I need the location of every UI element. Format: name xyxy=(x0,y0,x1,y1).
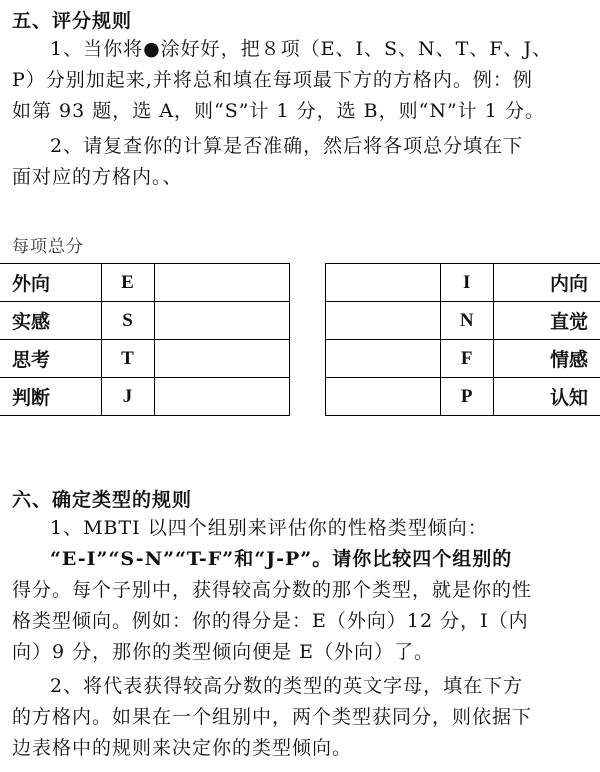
table-row xyxy=(326,340,600,378)
rule-2-line: 2、将代表获得较高分数的类型的英文字母，填在下方 xyxy=(50,675,524,697)
rule-2-line: 2、请复查你的计算是否准确，然后将各项总分填在下 xyxy=(50,135,524,157)
section-6-rule-1 xyxy=(12,513,592,668)
section-6-rule-2 xyxy=(12,671,592,764)
rule-2-line: 边表格中的规则来决定你的类型倾向。 xyxy=(12,737,353,759)
section-5-heading: 五、评分规则 xyxy=(12,10,133,32)
score-box-s[interactable] xyxy=(154,302,289,340)
score-box-e[interactable] xyxy=(154,264,289,302)
rule-1-line: 向）9 分，那你的类型倾向便是 E（外向）了。 xyxy=(12,641,435,663)
table-row xyxy=(0,264,289,302)
table-row xyxy=(0,378,289,416)
type-label: 实感 xyxy=(0,302,101,340)
type-letter: T xyxy=(101,340,154,378)
table-row xyxy=(326,264,600,302)
rule-1-line: 得分。每个子别中，获得较高分数的那个类型，就是你的性 xyxy=(12,579,533,601)
section-6-heading: 六、确定类型的规则 xyxy=(12,489,193,511)
rule-1-line: P）分别加起来,并将总和填在每项最下方的方格内。例：例 xyxy=(12,69,533,91)
rule-1-line: “E-I”“S-N”“T-F”和“J-P”。请你比较四个组别的 xyxy=(50,548,513,570)
rule-1-line: 格类型倾向。例如：你的得分是：E（外向）12 分，I（内 xyxy=(12,610,529,632)
type-letter: N xyxy=(440,302,493,340)
type-label: 直觉 xyxy=(493,302,600,340)
type-letter: S xyxy=(101,302,154,340)
rule-2-line: 面对应的方格内。、 xyxy=(12,166,183,188)
score-box-i[interactable] xyxy=(326,264,441,302)
type-letter: P xyxy=(440,378,493,416)
score-box-f[interactable] xyxy=(326,340,441,378)
section-5-rule-2 xyxy=(12,131,592,193)
score-table-caption: 每项总分 xyxy=(12,237,84,257)
type-letter: I xyxy=(440,264,493,302)
rule-1-line: 1、MBTI 以四个组别来评估你的性格类型倾向： xyxy=(50,517,488,539)
type-label: 认知 xyxy=(493,378,600,416)
table-row xyxy=(326,302,600,340)
rule-1-line: 如第 93 题，选 A，则“S”计 1 分，选 B，则“N”计 1 分。 xyxy=(12,100,545,122)
type-label: 思考 xyxy=(0,340,101,378)
type-label: 外向 xyxy=(0,264,101,302)
rule-2-line: 的方格内。如果在一个组别中，两个类型获同分，则依据下 xyxy=(12,706,533,728)
type-letter: E xyxy=(101,264,154,302)
section-5-rule-1 xyxy=(12,34,592,127)
type-letter: J xyxy=(101,378,154,416)
score-box-t[interactable] xyxy=(154,340,289,378)
rule-1-line: 1、当你将●涂好好，把８项（E、I、S、N、T、F、J、 xyxy=(50,38,553,60)
score-box-p[interactable] xyxy=(326,378,441,416)
score-table-right xyxy=(325,263,600,416)
type-label: 判断 xyxy=(0,378,101,416)
table-row xyxy=(0,340,289,378)
table-row xyxy=(0,302,289,340)
type-label: 内向 xyxy=(493,264,600,302)
score-box-n[interactable] xyxy=(326,302,441,340)
type-letter: F xyxy=(440,340,493,378)
table-row xyxy=(326,378,600,416)
score-box-j[interactable] xyxy=(154,378,289,416)
score-table-left xyxy=(0,263,290,416)
type-label: 情感 xyxy=(493,340,600,378)
